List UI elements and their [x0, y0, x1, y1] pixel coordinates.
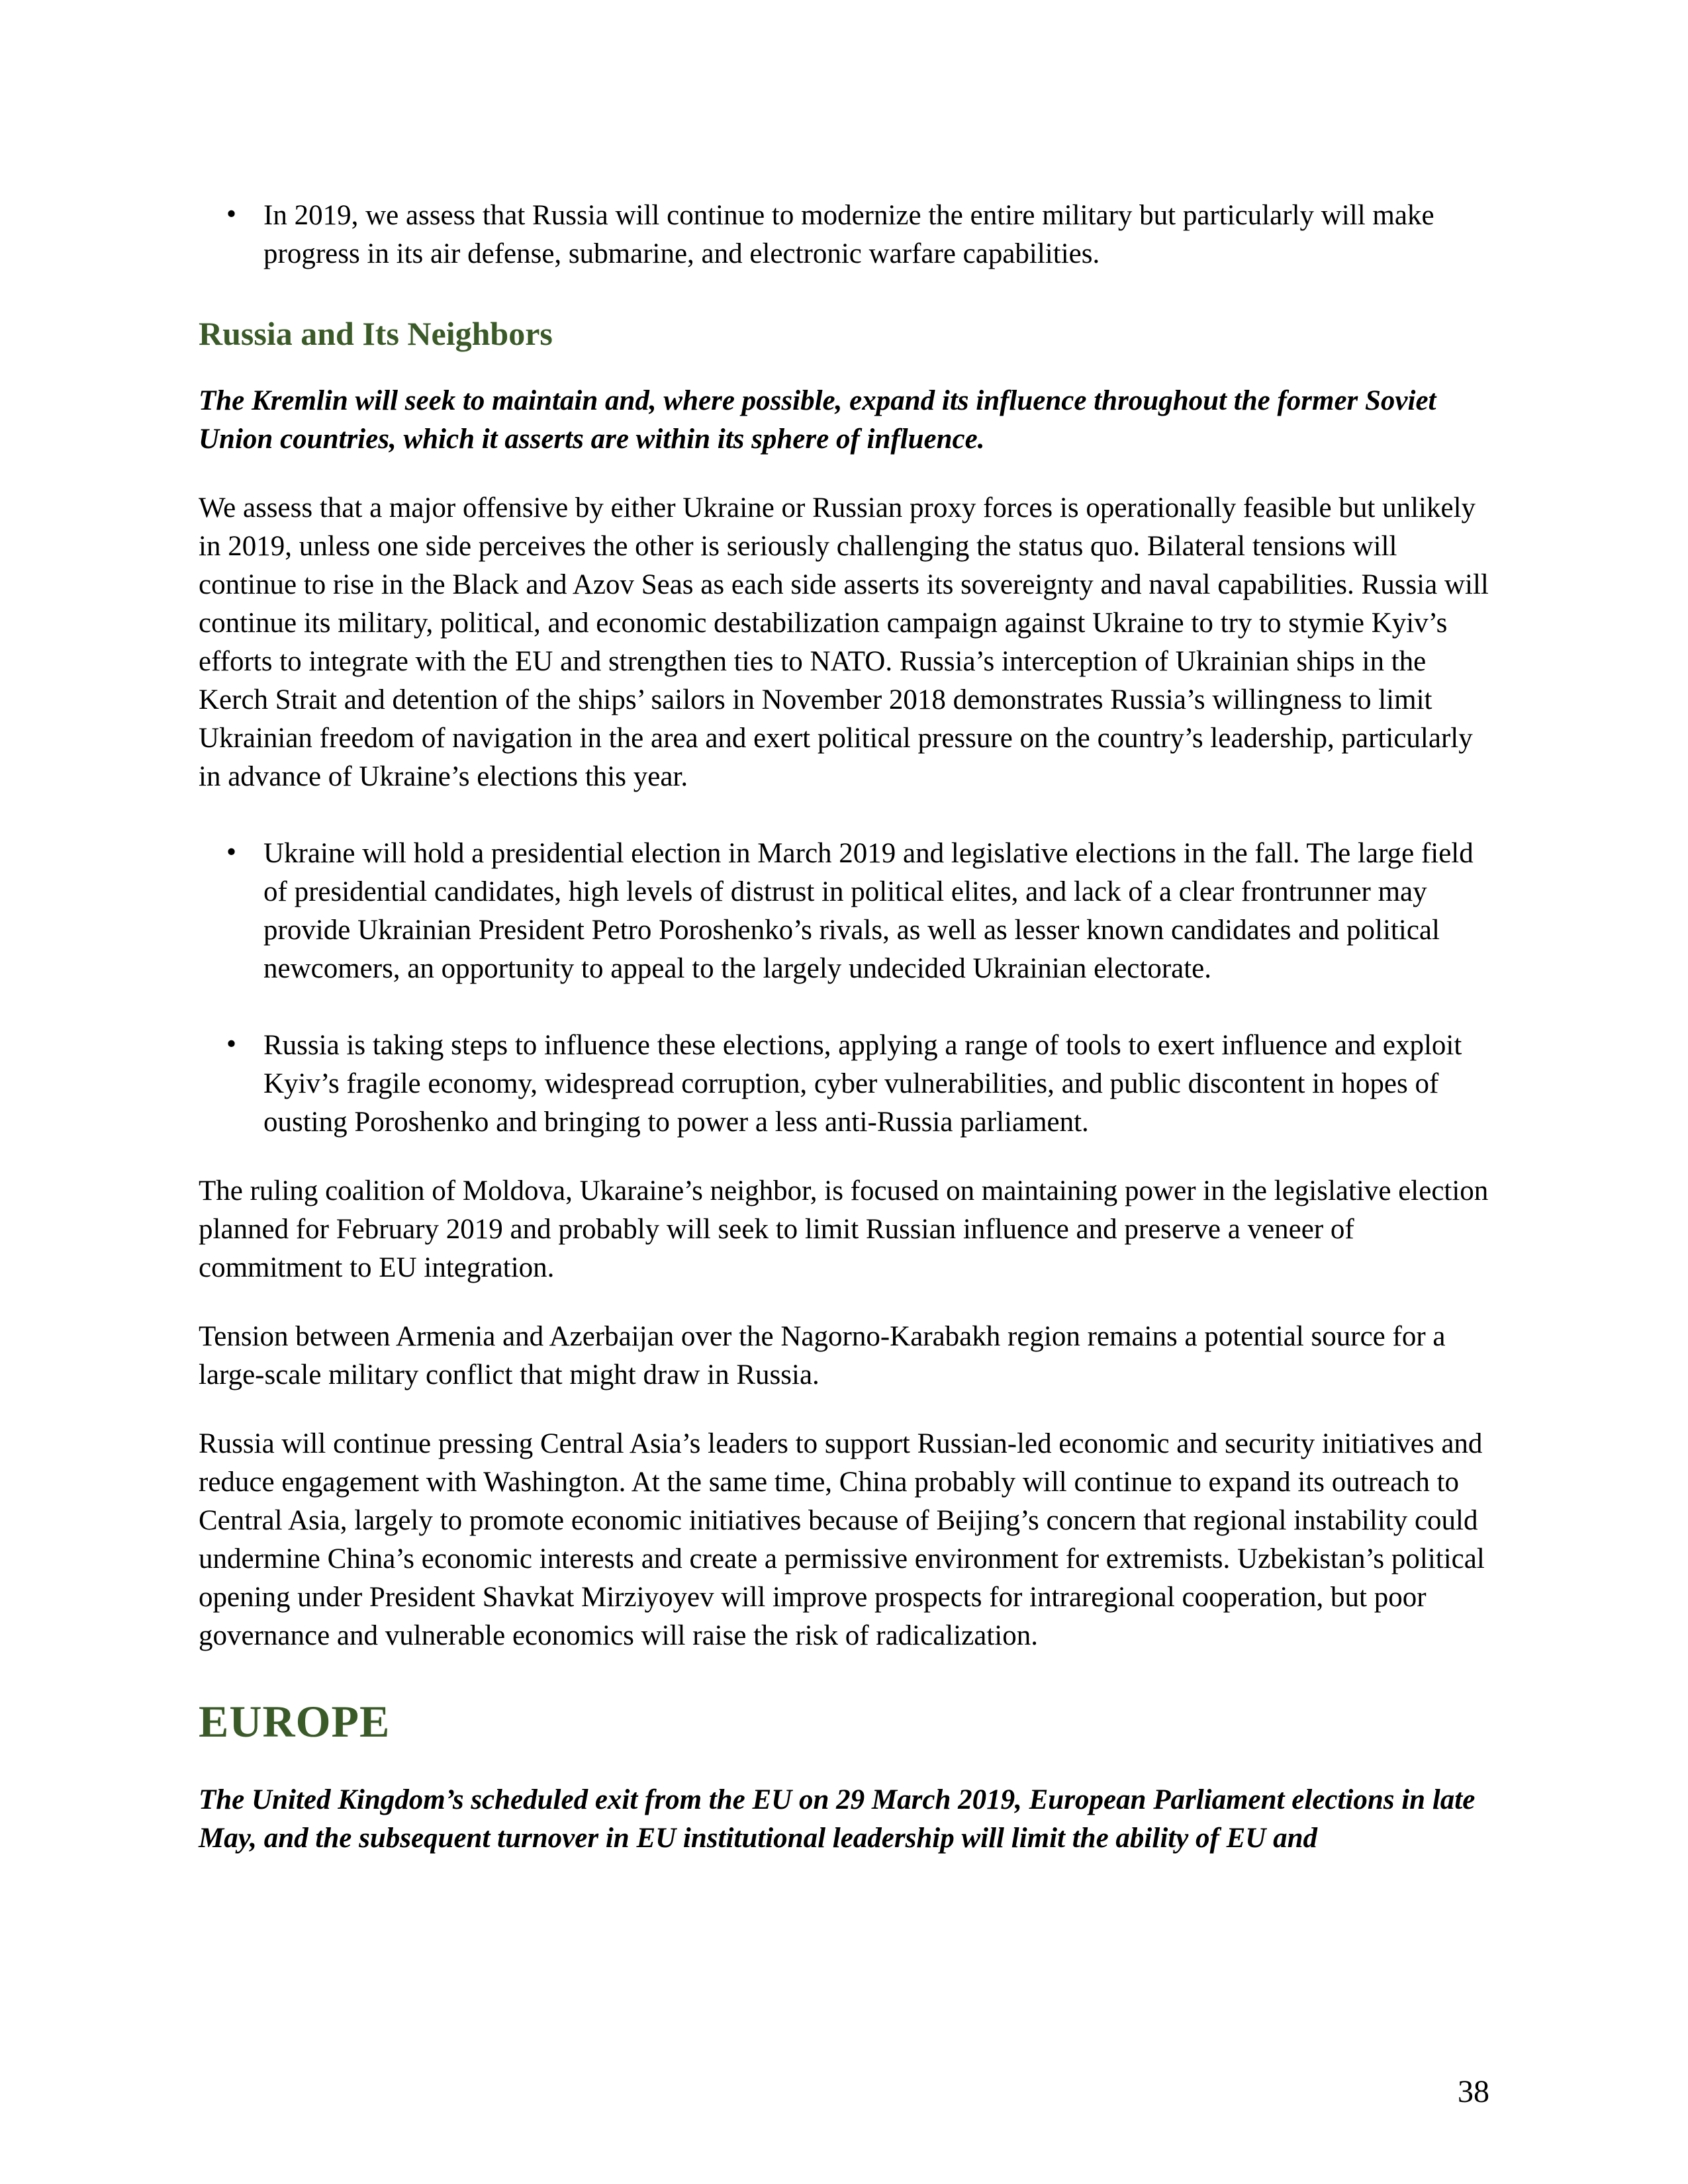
para-central-asia: Russia will continue pressing Central Asia’s leaders to support Russian-led economic and security initiatives and reduce engagement with Washington. At the same time, China probably will continue to expand its outreach to Central Asia, largely to promote economic initiatives because of Beijing’s concern that regional instability could undermine China’s economic interests and create a permissive environment for extremists. Uzbekistan’s political opening under President Shavkat Mirziyoyev will improve prospects for intraregional cooperation, but poor governance and vulnerable economics will raise the risk of radicalization.	[199, 1428, 1485, 1651]
para-moldova: The ruling coalition of Moldova, Ukaraine’s neighbor, is focused on maintaining power in the legislative election planned for February 2019 and probably will seek to limit Russian influence and preserve a veneer of commitment to EU integration.	[199, 1175, 1489, 1283]
bullet-text-modernization: In 2019, we assess that Russia will continue to modernize the entire military but particularly will make progress in its air defense, submarine, and electronic warfare capabilities.	[263, 200, 1434, 269]
para-uk-exit: The United Kingdom’s scheduled exit from the EU on 29 March 2019, European Parliament elections in late May, and the subsequent turnover in EU institutional leadership will limit the ability of EU and	[199, 1784, 1476, 1854]
section-heading-russia-neighbors: Russia and Its Neighbors	[199, 315, 553, 352]
bullet-item-russia-influence	[199, 1026, 1489, 1142]
bullet-icon: •	[226, 1028, 237, 1060]
para-armenia-azerbaijan: Tension between Armenia and Azerbaijan over the Nagorno-Karabakh region remains a potential source for a large-scale military conflict that might draw in Russia.	[199, 1321, 1446, 1390]
bullet-item-ukraine-elections	[199, 835, 1489, 988]
section-heading-europe: EUROPE	[199, 1696, 391, 1747]
bullet-icon: •	[226, 837, 237, 868]
para-ukraine-assessment: We assess that a major offensive by either Ukraine or Russian proxy forces is operationally feasible but unlikely in 2019, unless one side perceives the other is seriously challenging the status quo. Bilateral tensions will continue to rise in the Black and Azov Seas as each side asserts its sovereignty and naval capabilities. Russia will continue its military, political, and economic destabilization campaign against Ukraine to try to stymie Kyiv’s efforts to integrate with the EU and strengthen ties to NATO. Russia’s interception of Ukrainian ships in the Kerch Strait and detention of the ships’ sailors in November 2018 demonstrates Russia’s willingness to limit Ukrainian freedom of navigation in the area and exert political pressure on the country’s leadership, particularly in advance of Ukraine’s elections this year.	[199, 492, 1489, 792]
bullet-icon: •	[226, 199, 237, 230]
bullet-item-modernization	[199, 197, 1489, 273]
page-number: 38	[1458, 2074, 1489, 2109]
para-kremlin-intent: The Kremlin will seek to maintain and, where possible, expand its influence throughout the former Soviet Union countries, which it asserts are within its sphere of influence.	[199, 385, 1436, 455]
bullet-text-russia-influence: Russia is taking steps to influence these elections, applying a range of tools to exert influence and exploit Kyiv’s fragile economy, widespread corruption, cyber vulnerabilities, and public discontent in hopes of ousting Poroshenko and bringing to power a less anti-Russia parliament.	[263, 1030, 1462, 1138]
bullet-text-ukraine-elections: Ukraine will hold a presidential election in March 2019 and legislative elections in the fall. The large field of presidential candidates, high levels of distrust in political elites, and lack of a clear frontrunner may provide Ukrainian President Petro Poroshenko’s rivals, as well as lesser known candidates and political newcomers, an opportunity to appeal to the largely undecided Ukrainian electorate.	[263, 838, 1474, 984]
